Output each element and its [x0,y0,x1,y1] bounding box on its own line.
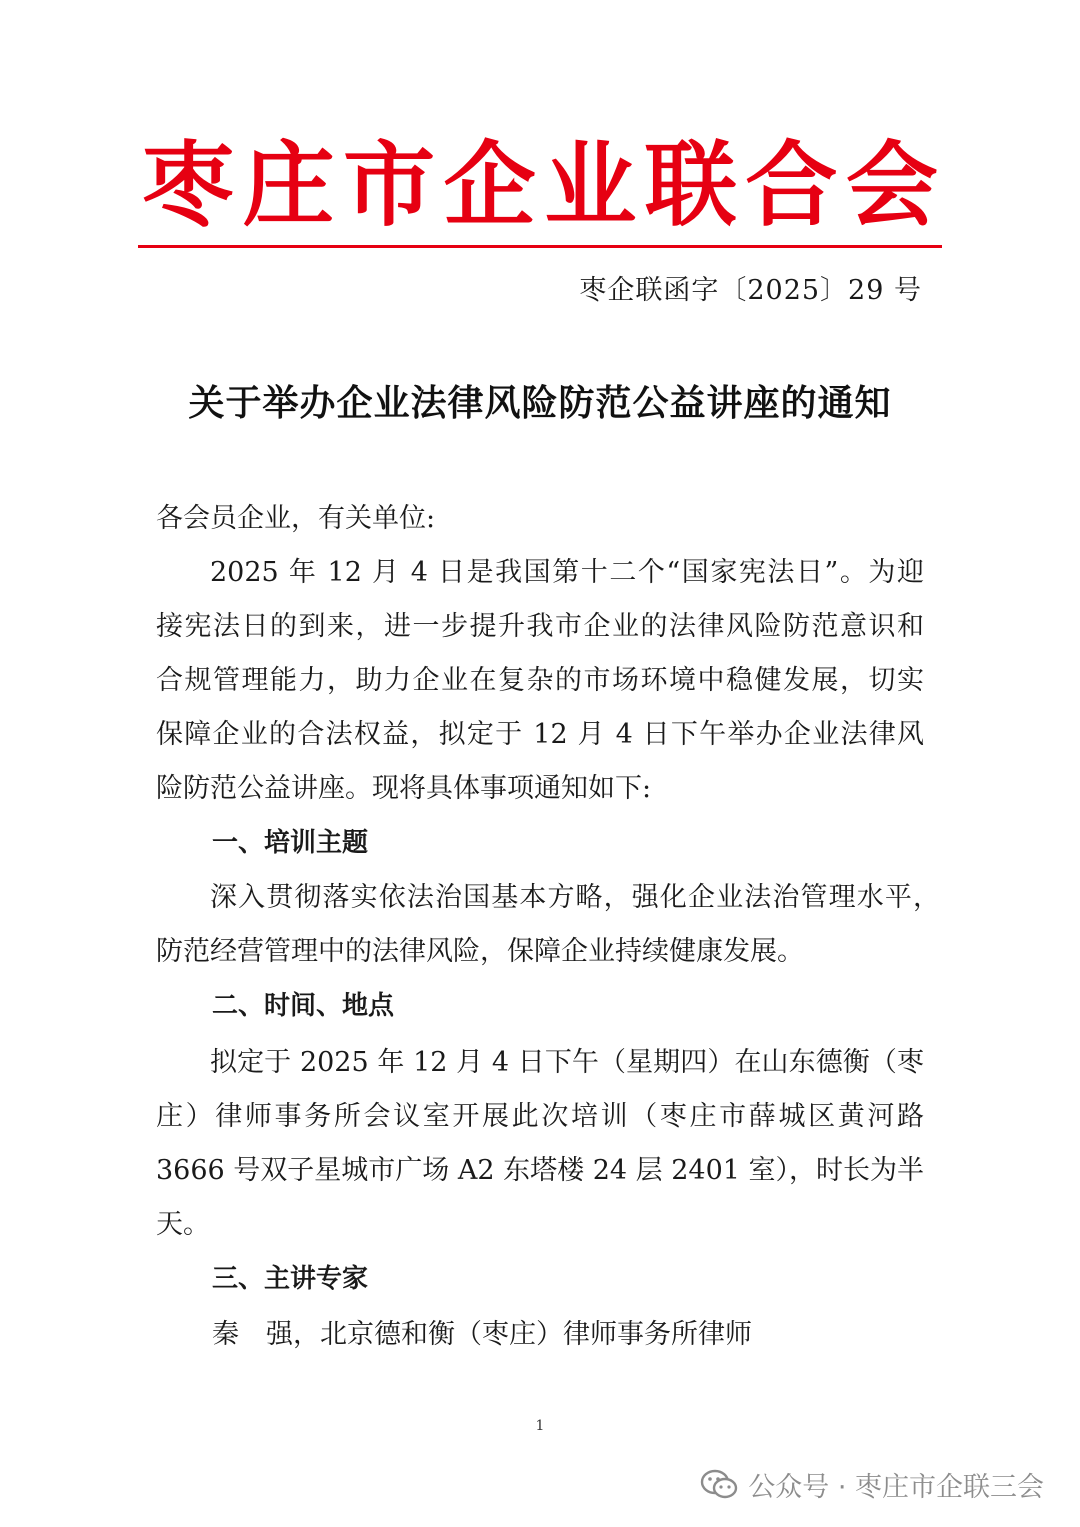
salutation: 各会员企业，有关单位: [156,503,436,534]
body-line: 庄）律师事务所会议室开展此次培训（枣庄市薛城区黄河路 [156,1101,924,1132]
letterhead-char: 企 [443,131,536,239]
letterhead-char: 联 [644,131,737,239]
body-line: 3666 号双子星城市广场 A2 东塔楼 24 层 2401 室），时长为半 [156,1155,925,1186]
body-line: 险防范公益讲座。现将具体事项通知如下: [156,773,652,804]
section-heading: 一、培训主题 [212,828,369,858]
body-line: 防范经营管理中的法律风险，保障企业持续健康发展。 [156,936,804,967]
letterhead-title [140,130,940,240]
letterhead-char: 枣 [141,131,234,239]
body-line: 深入贯彻落实依法治国基本方略，强化企业法治管理水平， [210,882,940,913]
letterhead-char: 合 [745,131,838,239]
watermark-text: 公众号 · 枣庄市企联三会 [748,1472,1044,1503]
body-line: 合规管理能力，助力企业在复杂的市场环境中稳健发展，切实 [156,665,924,696]
page-number: 1 [535,1418,545,1434]
body-line: 2025 年 12 月 4 日是我国第十二个“国家宪法日”。为迎 [210,557,924,588]
body-line: 接宪法日的到来，进一步提升我市企业的法律风险防范意识和 [156,611,924,642]
body-line: 拟定于 2025 年 12 月 4 日下午（星期四）在山东德衡（枣 [210,1047,924,1078]
letterhead-char: 会 [845,131,938,239]
body-line: 天。 [156,1209,210,1240]
notice-title: 关于举办企业法律风险防范公益讲座的通知 [188,383,892,424]
expert-line: 秦 强，北京德和衡（枣庄）律师事务所律师 [212,1319,752,1350]
section-heading: 二、时间、地点 [212,991,395,1021]
letterhead-char: 市 [343,131,436,239]
body-line: 保障企业的合法权益，拟定于 12 月 4 日下午举办企业法律风 [156,719,924,750]
section-heading: 三、主讲专家 [212,1264,369,1294]
letterhead-divider [138,245,942,248]
letterhead-char: 庄 [242,131,335,239]
account-watermark [700,1465,1044,1504]
document-number: 枣企联函字〔2025〕29 号 [579,275,922,306]
wechat-icon [700,1469,738,1501]
letterhead-char: 业 [544,131,637,239]
